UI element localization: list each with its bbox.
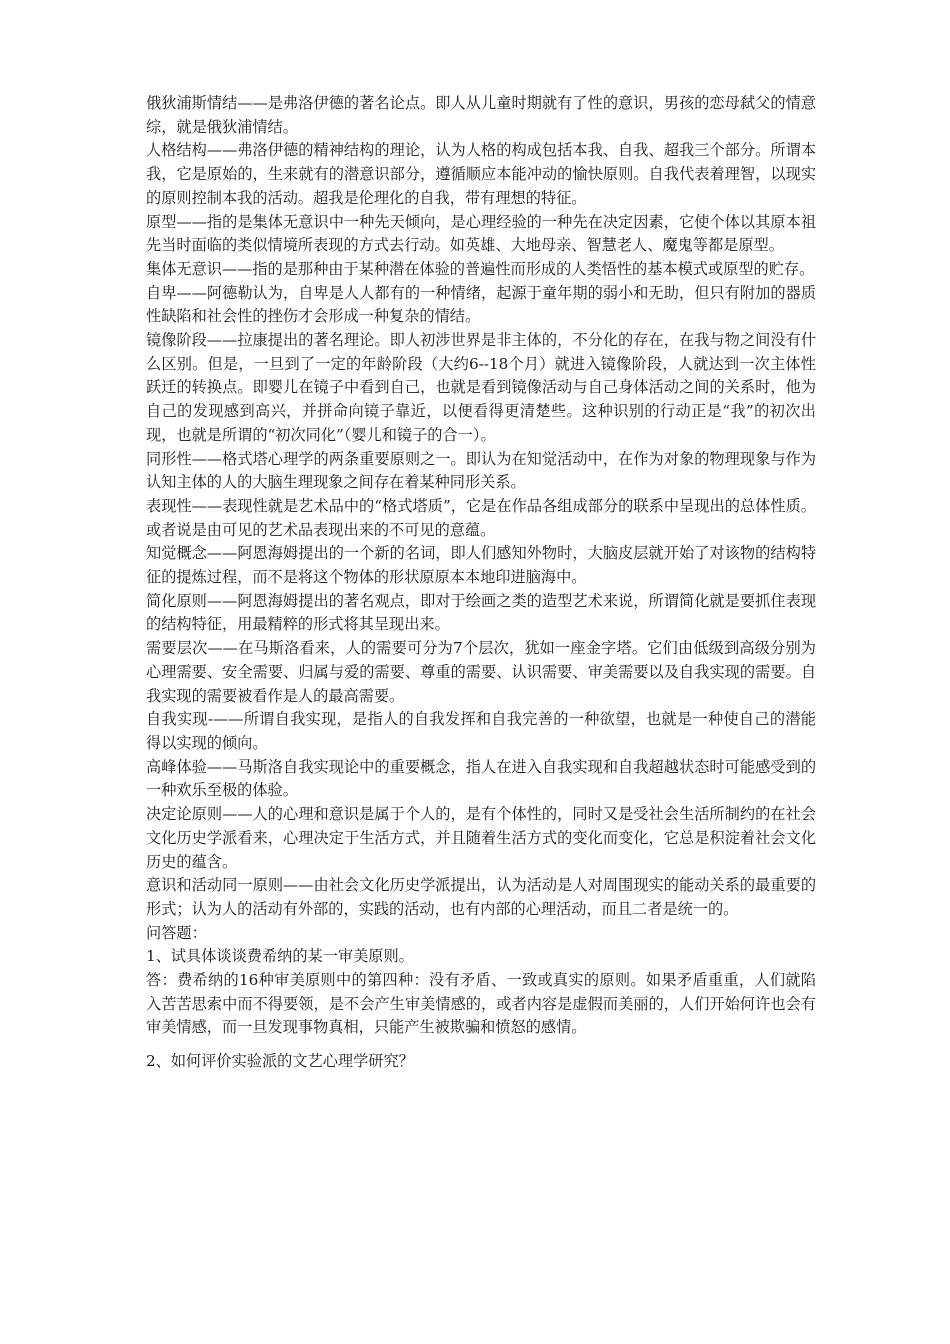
entry-archetype: 原型——指的是集体无意识中一种先天倾向，是心理经验的一种先在决定因素，它使个体以其原本祖先当时面临的类似情境所表现的方式去行动。如英雄、大地母亲、智慧老人、魔鬼等都是原型。 <box>146 212 816 255</box>
entry-expressiveness: 表现性——表现性就是艺术品中的“格式塔质”，它是在作品各组成部分的联系中呈现出的总体性质。或者说是由可见的艺术品表现出来的不可见的意蕴。 <box>146 496 816 539</box>
entry-isomorphism: 同形性——格式塔心理学的两条重要原则之一。即认为在知觉活动中，在作为对象的物理现象与作为认知主体的人的大脑生理现象之间存在着某种同形关系。 <box>146 449 816 492</box>
entry-oedipus-complex: 俄狄浦斯情结——是弗洛伊德的著名论点。即人从儿童时期就有了性的意识，男孩的恋母弑父的情意综，就是俄狄浦情结。 <box>146 94 816 136</box>
qa-heading: 问答题： <box>146 923 207 942</box>
entry-perceptual-concept: 知觉概念——阿恩海姆提出的一个新的名词，即人们感知外物时，大脑皮层就开始了对该物的结构特征的提炼过程，而不是将这个物体的形状原原本本地印进脑海中。 <box>146 544 816 587</box>
entry-peak-experience: 高峰体验——马斯洛自我实现论中的重要概念，指人在进入自我实现和自我超越状态时可能感受到的一种欢乐至极的体验。 <box>146 757 816 800</box>
question-2: 2、如何评价实验派的文艺心理学研究？ <box>146 1052 414 1071</box>
entry-simplification: 简化原则——阿恩海姆提出的著名观点，即对于绘画之类的造型艺术来说，所谓简化就是要抓住表现的结构特征，用最精粹的形式将其呈现出来。 <box>146 591 816 634</box>
entry-personality-structure: 人格结构——弗洛伊德的精神结构的理论，认为人格的构成包括本我、自我、超我三个部分。所谓本我，它是原始的，生来就有的潜意识部分，遵循顺应本能冲动的愉快原则。自我代表着理智，以现实的原则控制本我的活动。超我是伦理化的自我，带有理想的特征。 <box>146 141 816 207</box>
answer-1: 答：费希纳的16种审美原则中的第四种：没有矛盾、一致或真实的原则。如果矛盾重重，人们就陷入苦苦思索中而不得要领，是不会产生审美情感的，或者内容是虚假而美丽的，人们开始何许也会有审美情感，而一旦发现事物真相，只能产生被欺骗和愤怒的感情。 <box>146 971 816 1037</box>
entry-self-actualization: 自我实现-——所谓自我实现，是指人的自我发挥和自我完善的一种欲望，也就是一种使自己的潜能得以实现的倾向。 <box>146 710 816 752</box>
entry-collective-unconscious: 集体无意识——指的是那种由于某种潜在体验的普遍性而形成的人类悟性的基本模式或原型的贮存。 <box>146 259 815 278</box>
entry-inferiority: 自卑——阿德勒认为，自卑是人人都有的一种情绪，起源于童年期的弱小和无助，但只有附加的器质性缺陷和社会性的挫伤才会形成一种复杂的情结。 <box>146 283 816 326</box>
entry-determinism: 决定论原则——人的心理和意识是属于个人的，是有个体性的，同时又是受社会生活所制约的在社会文化历史学派看来，心理决定于生活方式，并且随着生活方式的变化而变化，它总是积淀着社会文化历史的蕴含。 <box>146 805 816 871</box>
question-1: 1、试具体谈谈费希纳的某一审美原则。 <box>146 947 414 966</box>
entry-hierarchy-of-needs: 需要层次——在马斯洛看来，人的需要可分为7个层次，犹如一座金字塔。它们由低级到高级分别为心理需要、安全需要、归属与爱的需要、尊重的需要、认识需要、审美需要以及自我实现的需要。自我实现的需要被看作是人的最高需要。 <box>146 639 816 705</box>
entry-consciousness-activity-unity: 意识和活动同一原则——由社会文化历史学派提出，认为活动是人对周围现实的能动关系的最重要的形式；认为人的活动有外部的，实践的活动，也有内部的心理活动，而且二者是统一的。 <box>146 876 816 918</box>
paragraph-gap <box>146 1040 816 1050</box>
document-body <box>146 92 816 1074</box>
entry-mirror-stage: 镜像阶段——拉康提出的著名理论。即人初涉世界是非主体的，不分化的存在，在我与物之间没有什么区别。但是，一旦到了一定的年龄阶段（大约6--18个月）就进入镜像阶段，人就达到一次主体性跃迁的转换点。即婴儿在镜子中看到自己，也就是看到镜像活动与自己身体活动之间的关系时，他为自己的发现感到高兴，并拼命向镜子靠近，以便看得更清楚些。这种识别的行动正是“我”的初次出现，也就是所谓的“初次同化”（婴儿和镜子的合一）。 <box>146 331 816 444</box>
